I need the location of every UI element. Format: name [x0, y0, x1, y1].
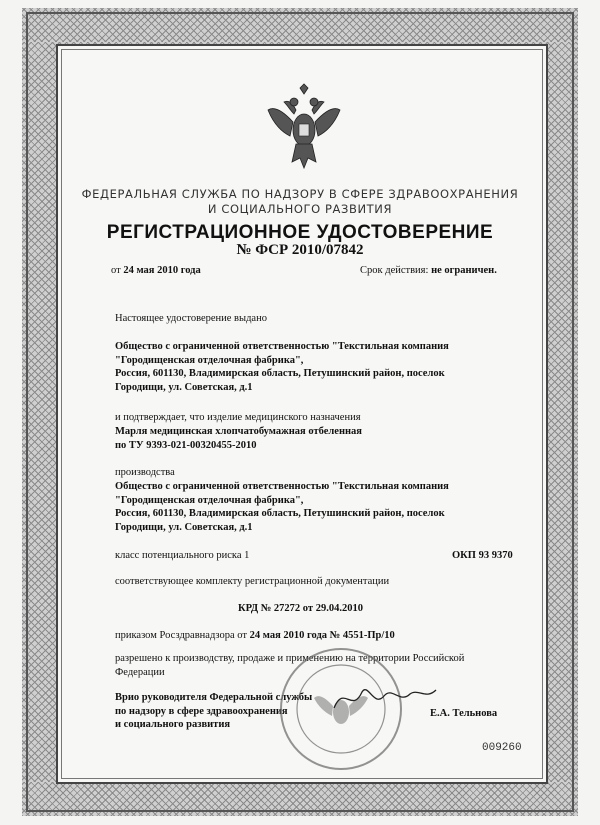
validity-label: Срок действия:: [360, 265, 429, 276]
manufacturer-line-1: Общество с ограниченной ответственностью "Текстильная компания: [115, 481, 449, 492]
certificate-title: РЕГИСТРАЦИОННОЕ УДОСТОВЕРЕНИЕ: [106, 222, 494, 243]
serial-number: 009260: [482, 742, 522, 754]
okp-code: ОКП 93 9370: [452, 550, 513, 561]
double-headed-eagle-emblem: [266, 80, 342, 172]
product-line-2: по ТУ 9393-021-00320455-2010: [115, 439, 257, 451]
handwritten-signature: [330, 678, 440, 718]
issue-date: [111, 265, 201, 276]
permission-line-1: разрешено к производству, продаже и применению на территории Российской: [115, 653, 465, 664]
validity-value: не ограничен.: [431, 265, 497, 276]
agency-name: [60, 187, 540, 217]
order-prefix: приказом Росздравнадзора от: [115, 630, 247, 641]
holder-block: [115, 340, 449, 394]
agency-line-2: И СОЦИАЛЬНОГО РАЗВИТИЯ: [207, 202, 393, 216]
permission-line-2: Федерации: [115, 666, 165, 678]
certificate-number: № ФСР 2010/07842: [236, 242, 364, 258]
conformity-text: соответствующее комплекту регистрационной документации: [115, 576, 390, 587]
signatory-line-3: и социального развития: [115, 719, 231, 730]
order-ref: 24 мая 2010 года № 4551-Пр/10: [249, 630, 395, 641]
manufacturer-line-4: Городищи, ул. Советская, д.1: [115, 521, 253, 533]
date-value: 24 мая 2010 года: [123, 265, 201, 276]
signatory-name: Е.А. Тельнова: [430, 708, 498, 719]
holder-line-2: "Городищенская отделочная фабрика",: [115, 354, 304, 366]
date-prefix: от: [111, 265, 121, 276]
manufacturer-line-3: Россия, 601130, Владимирская область, Петушинский район, поселок: [115, 508, 445, 519]
risk-class: класс потенциального риска 1: [115, 550, 250, 561]
holder-line-1: Общество с ограниченной ответственностью "Текстильная компания: [115, 341, 449, 352]
production-label: производства: [115, 467, 175, 478]
product-line-1: Марля медицинская хлопчатобумажная отбеленная: [115, 426, 362, 437]
agency-line-1: ФЕДЕРАЛЬНАЯ СЛУЖБА ПО НАДЗОРУ В СФЕРЕ ЗДРАВООХРАНЕНИЯ: [81, 187, 519, 201]
confirms-intro: и подтверждает, что изделие медицинского назначения: [115, 412, 361, 423]
validity: [360, 265, 497, 276]
signatory-line-2: по надзору в сфере здравоохранения: [115, 705, 288, 717]
manufacturer-block: [115, 480, 449, 534]
product-block: [115, 425, 362, 452]
issued-intro: Настоящее удостоверение выдано: [115, 313, 267, 324]
signatory-line-1: Врио руководителя Федеральной службы: [115, 692, 313, 703]
holder-line-3: Россия, 601130, Владимирская область, Петушинский район, поселок: [115, 368, 445, 379]
krd-reference: КРД № 27272 от 29.04.2010: [238, 603, 363, 614]
manufacturer-line-2: "Городищенская отделочная фабрика",: [115, 494, 304, 506]
holder-line-4: Городищи, ул. Советская, д.1: [115, 381, 253, 393]
